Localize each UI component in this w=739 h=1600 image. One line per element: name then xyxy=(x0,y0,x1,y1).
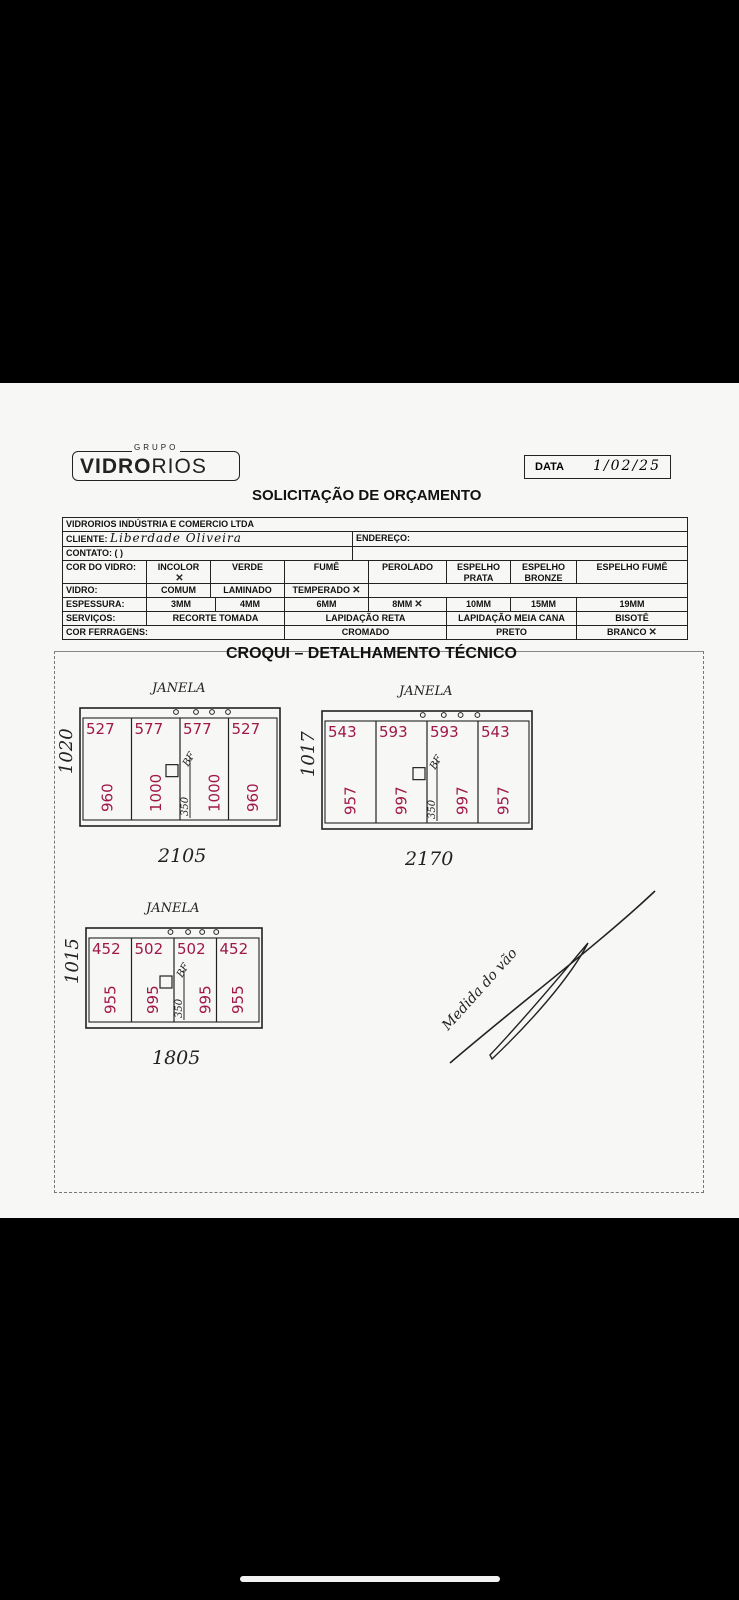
option-8mm: 8MM ✕ xyxy=(369,598,447,611)
option-espelho-fume: ESPELHO FUMÊ xyxy=(596,562,668,572)
window-1-panel-height-1: 960 xyxy=(98,783,117,812)
option-6mm: 6MM xyxy=(285,598,369,611)
check-mark-icon: ✕ xyxy=(648,627,657,638)
option-laminado: LAMINADO xyxy=(211,584,285,597)
option-comum: COMUM xyxy=(147,584,211,597)
window-3-roller-3 xyxy=(200,930,205,935)
thickness-label: ESPESSURA: xyxy=(63,598,147,611)
window-1-panel-width-3: 577 xyxy=(183,720,212,738)
quote-form-sheet xyxy=(0,383,739,1218)
window-3-total-width: 1805 xyxy=(152,1047,201,1069)
document-title: SOLICITAÇÃO DE ORÇAMENTO xyxy=(252,487,482,504)
window-3-roller-4 xyxy=(214,930,219,935)
option-lapidacao-reta: LAPIDAÇÃO RETA xyxy=(285,612,447,625)
window-1-panel-height-2: 1000 xyxy=(146,773,165,812)
option-temperado: TEMPERADO ✕ xyxy=(285,584,369,597)
window-3-lock-label: BF xyxy=(175,961,192,980)
client-value: Liberdade Oliveira xyxy=(110,532,242,545)
window-3-roller-1 xyxy=(168,930,173,935)
window-3-panel-width-2: 502 xyxy=(134,940,164,958)
option-3mm: 3MM xyxy=(147,598,216,611)
window-2-panel-width-4: 543 xyxy=(481,723,510,741)
window-3-panel-height-4: 955 xyxy=(228,985,247,1014)
services-label: SERVIÇOS: xyxy=(63,612,147,625)
option-verde: VERDE xyxy=(211,561,285,583)
vao-note xyxy=(438,891,655,1063)
window-3-total-height: 1015 xyxy=(62,938,83,984)
window-3-roller-2 xyxy=(186,930,191,935)
window-2-label: JANELA xyxy=(399,684,453,699)
home-indicator[interactable] xyxy=(240,1576,500,1582)
window-3-label: JANELA xyxy=(146,901,200,916)
window-1-panel-width-4: 527 xyxy=(231,720,261,738)
date-label: DATA xyxy=(535,461,564,473)
window-2-panel-height-3: 997 xyxy=(453,786,472,815)
logo-brand: VIDRORIOS xyxy=(80,455,207,478)
window-1-roller-2 xyxy=(194,710,199,715)
option-bisote: BISOTÊ xyxy=(615,613,649,623)
window-3-panel-width-3: 502 xyxy=(177,940,206,958)
window-2-panel-height-4: 957 xyxy=(494,786,513,815)
window-2-total-height: 1017 xyxy=(298,731,319,778)
window-3-panel-height-3: 995 xyxy=(196,985,215,1014)
option-espelho-prata: ESPELHO PRATA xyxy=(447,561,511,583)
window-2-panel-width-3: 593 xyxy=(430,723,459,741)
window-3-panel-height-2: 995 xyxy=(143,985,162,1014)
option-19mm: 19MM xyxy=(619,599,645,609)
window-1-roller-4 xyxy=(226,710,231,715)
window-3-panel-height-1: 955 xyxy=(101,985,120,1014)
logo-group-text: GRUPO xyxy=(134,443,179,452)
option-recorte-tomada: RECORTE TOMADA xyxy=(147,612,285,625)
option-perolado: PEROLADO xyxy=(369,561,447,583)
window-1-lock-label: BF xyxy=(181,750,198,769)
option-lapidacao-meia-cana: LAPIDAÇÃO MEIA CANA xyxy=(447,612,577,625)
window-1-label: JANELA xyxy=(152,681,206,696)
window-sketches xyxy=(0,383,739,1218)
window-2-roller-2 xyxy=(441,713,446,718)
window-2-roller-4 xyxy=(475,713,480,718)
window-1-total-height: 1020 xyxy=(56,728,77,775)
window-3-panel-width-1: 452 xyxy=(92,940,121,958)
window-1-roller-1 xyxy=(174,710,179,715)
glass-color-label: COR DO VIDRO: xyxy=(63,561,147,583)
croqui-title: CROQUI – DETALHAMENTO TÉCNICO xyxy=(226,645,517,662)
window-2-panel-width-1: 543 xyxy=(328,723,357,741)
window-1-panel-height-3: 1000 xyxy=(205,773,224,812)
window-1-total-width: 2105 xyxy=(158,845,207,867)
option-fume: FUMÊ xyxy=(285,561,369,583)
window-2-panel-height-2: 997 xyxy=(392,786,411,815)
window-2-lock-icon xyxy=(413,768,425,780)
option-preto: PRETO xyxy=(447,626,577,639)
contact-field: CONTATO: ( ) xyxy=(63,547,353,560)
window-3-panel-width-4: 452 xyxy=(219,940,249,958)
option-espelho-bronze: ESPELHO BRONZE xyxy=(511,561,577,583)
address-field: ENDEREÇO: xyxy=(356,533,411,543)
hardware-color-label: COR FERRAGENS: xyxy=(63,626,285,639)
date-value: 1/02/25 xyxy=(593,458,661,474)
option-cromado: CROMADO xyxy=(285,626,447,639)
option-15mm: 15MM xyxy=(511,598,577,611)
window-2-panel-height-1: 957 xyxy=(341,786,360,815)
window-1-panel-width-1: 527 xyxy=(86,720,115,738)
check-mark-icon: ✕ xyxy=(352,585,361,596)
option-incolor: INCOLOR ✕ xyxy=(147,561,211,583)
window-1-roller-3 xyxy=(210,710,215,715)
check-mark-icon: ✕ xyxy=(414,599,423,610)
window-1-lock-icon xyxy=(166,765,178,777)
window-2-lock-label: BF xyxy=(428,753,445,772)
window-1-lock-height: 350 xyxy=(180,796,191,816)
option-4mm: 4MM xyxy=(216,598,285,611)
option-10mm: 10MM xyxy=(447,598,511,611)
window-3-lock-height: 350 xyxy=(174,998,185,1018)
company-name: VIDRORIOS INDÚSTRIA E COMERCIO LTDA xyxy=(66,519,255,529)
window-1-panel-width-2: 577 xyxy=(134,720,164,738)
window-2-lock-height: 350 xyxy=(427,799,438,819)
window-2-panel-width-2: 593 xyxy=(379,723,408,741)
window-2-roller-3 xyxy=(458,713,463,718)
window-3-lock-icon xyxy=(160,976,172,988)
client-field: CLIENTE: Liberdade Oliveira xyxy=(63,532,353,546)
window-2-roller-1 xyxy=(420,713,425,718)
option-branco: BRANCO ✕ xyxy=(607,627,657,638)
window-1-panel-height-4: 960 xyxy=(243,783,262,812)
window-2-total-width: 2170 xyxy=(405,848,454,870)
vao-note-text: Medida do vão xyxy=(439,945,521,1034)
glass-type-label: VIDRO: xyxy=(63,584,147,597)
check-mark-icon: ✕ xyxy=(175,573,184,583)
